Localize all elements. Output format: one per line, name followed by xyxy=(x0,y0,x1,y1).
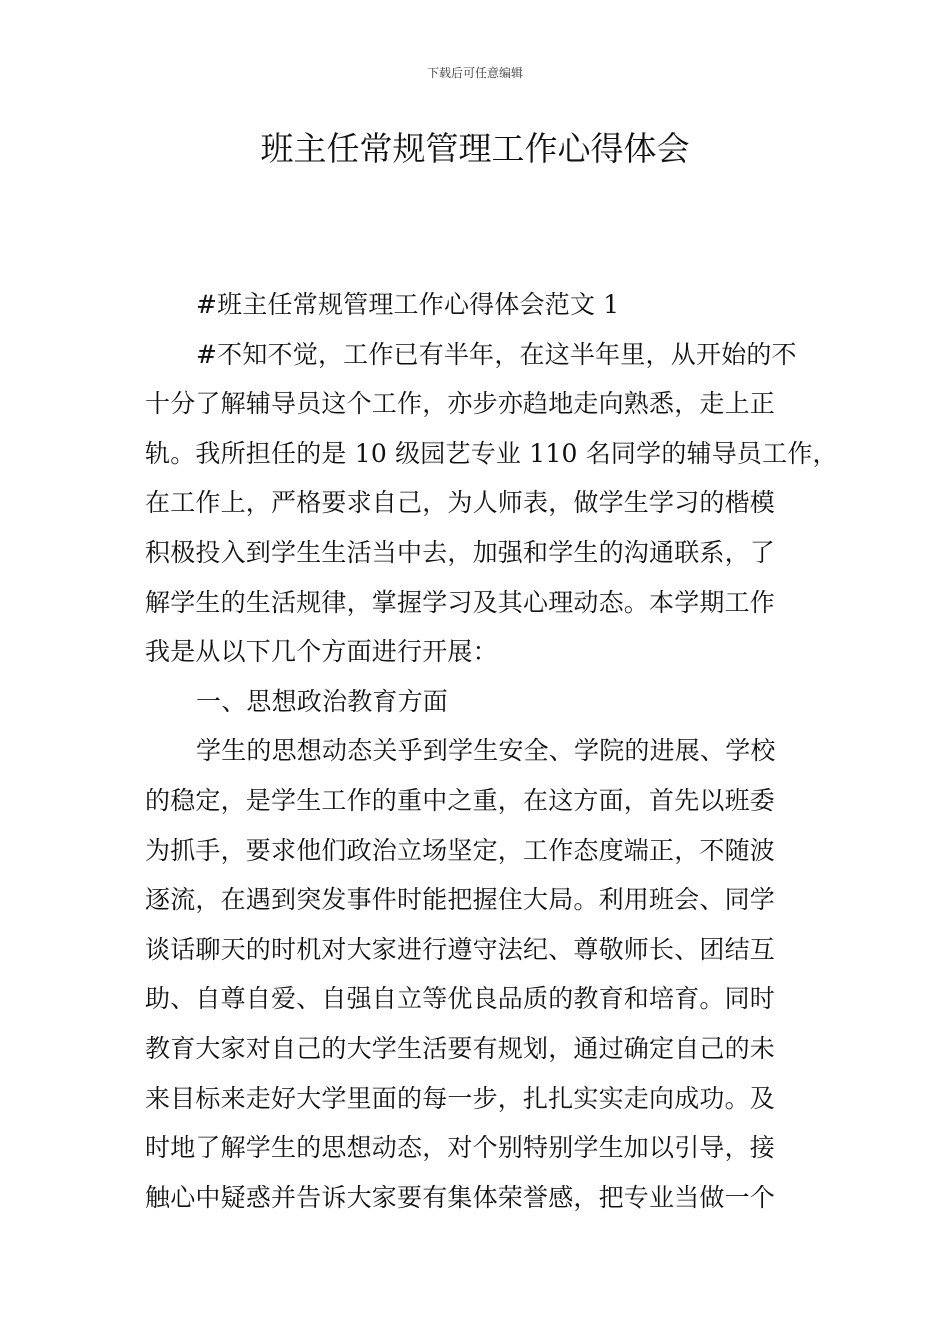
paragraph-line: 来目标来走好大学里面的每一步，扎扎实实走向成功。及 xyxy=(145,1083,776,1113)
paragraph-line: 我是从以下几个方面进行开展： xyxy=(145,637,498,667)
document-body xyxy=(145,280,838,1222)
paragraph-line: 谈话聊天的时机对大家进行遵守法纪、尊敬师长、团结互 xyxy=(145,934,776,964)
paragraph-line: 触心中疑惑并告诉大家要有集体荣誉感，把专业当做一个 xyxy=(145,1182,776,1212)
paragraph-line: 教育大家对自己的大学生活要有规划，通过确定自己的未 xyxy=(145,1033,776,1063)
paragraph-line: 十分了解辅导员这个工作，亦步亦趋地走向熟悉，走上正 xyxy=(145,389,776,419)
paragraph-line: 时地了解学生的思想动态，对个别特别学生加以引导，接 xyxy=(145,1133,776,1163)
paragraph-line: 在工作上，严格要求自己，为人师表，做学生学习的楷模 xyxy=(145,488,776,518)
paragraph-line: 逐流，在遇到突发事件时能把握住大局。利用班会、同学 xyxy=(145,885,776,915)
paragraph-line: 轨。我所担任的是 10 级园艺专业 110 名同学的辅导员工作， xyxy=(145,438,838,468)
paragraph-line: #不知不觉，工作已有半年，在这半年里，从开始的不 xyxy=(196,339,797,369)
paragraph-heading-line: #班主任常规管理工作心得体会范文 1 xyxy=(196,290,620,319)
document-title: 班主任常规管理工作心得体会 xyxy=(260,129,690,168)
paragraph-line: 积极投入到学生生活当中去，加强和学生的沟通联系，了 xyxy=(145,537,776,567)
paragraph-line: 的稳定，是学生工作的重中之重，在这方面，首先以班委 xyxy=(145,785,776,815)
section-heading: 一、思想政治教育方面 xyxy=(196,686,449,716)
paragraph-line: 助、自尊自爱、自强自立等优良品质的教育和培育。同时 xyxy=(145,984,776,1014)
paragraph-line: 学生的思想动态关乎到学生安全、学院的进展、学校 xyxy=(196,736,776,766)
paragraph-line: 为抓手，要求他们政治立场坚定，工作态度端正，不随波 xyxy=(145,835,776,865)
header-note: 下载后可任意编辑 xyxy=(426,66,523,80)
paragraph-line: 解学生的生活规律，掌握学习及其心理动态。本学期工作 xyxy=(145,587,776,617)
